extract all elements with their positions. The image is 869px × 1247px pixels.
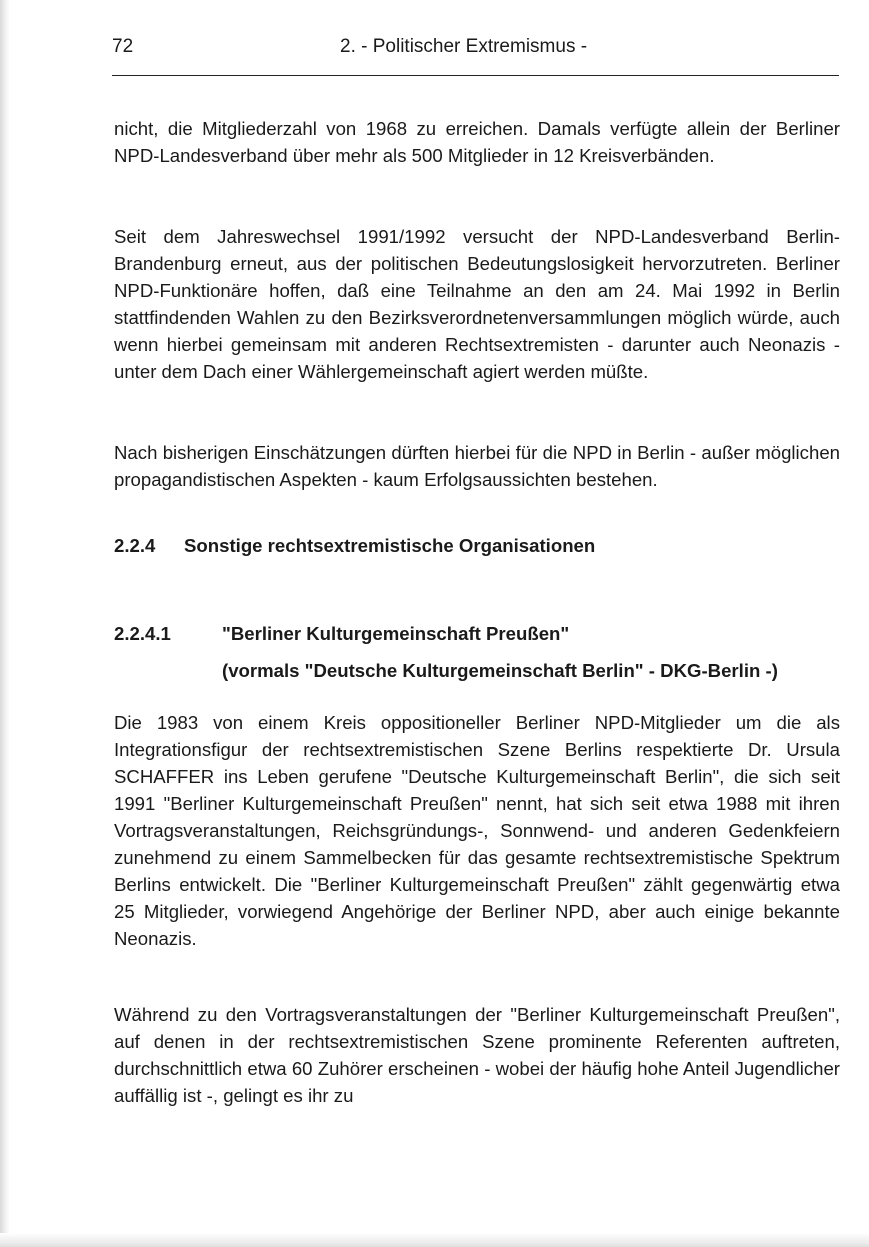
section-number: 2.2.4 (114, 535, 156, 556)
section-title: Sonstige rechtsextremistische Organisationen (184, 535, 596, 556)
paragraph-4: Die 1983 von einem Kreis oppositioneller Berliner NPD-Mitglieder um die als Integrationsfigur der rechtsextremistischen Szene Berlins respektierte Dr. Ursula SCHAFFER ins Leben gerufene "Deutsche Kulturgemeinschaft Berlin", die sich seit 1991 "Berliner Kulturgemeinschaft Preußen" nennt, hat sich seit etwa 1988 mit ihren Vortragsveranstaltungen, Reichsgründungs-, Sonnwend- und anderen Gedenkfeiern zunehmend zu einem Sammelbecken für das gesamte rechtsextremistische Spektrum Berlins entwickelt. Die "Berliner Kulturgemeinschaft Preußen" zählt gegenwärtig etwa 25 Mitglieder, vorwiegend Angehörige der Berliner NPD, aber auch einige bekannte Neonazis. (114, 712, 840, 949)
scan-shadow-bottom (0, 1233, 869, 1247)
section-heading-2-2-4 (114, 532, 840, 559)
running-title: 2. - Politischer Extremismus - (340, 36, 588, 57)
subsection-title: "Berliner Kulturgemeinschaft Preußen" (222, 623, 570, 644)
paragraph-3: Nach bisherigen Einschätzungen dürften hierbei für die NPD in Berlin - außer möglichen propagandistischen Aspekten - kaum Erfolgsaussichten bestehen. (114, 442, 840, 490)
header-rule (112, 75, 839, 76)
page-header (112, 36, 839, 66)
page-number: 72 (112, 36, 134, 57)
subsection-subtitle: (vormals "Deutsche Kulturgemeinschaft Berlin" - DKG-Berlin -) (222, 660, 778, 681)
scan-shadow-left (0, 0, 10, 1247)
subsection-number: 2.2.4.1 (114, 623, 171, 644)
paragraph-5: Während zu den Vortragsveranstaltungen der "Berliner Kulturgemeinschaft Preußen", auf denen in der rechtsextremistischen Szene prominente Referenten auftreten, durchschnittlich etwa 60 Zuhörer erscheinen - wobei der häufig hohe Anteil Jugendlicher auffällig ist -, gelingt es ihr zu (114, 1004, 840, 1106)
section-heading-2-2-4-1 (114, 620, 840, 647)
paragraph-2: Seit dem Jahreswechsel 1991/1992 versucht der NPD-Landesverband Berlin-Brandenburg erneut, aus der politischen Bedeutungslosigkeit hervorzutreten. Berliner NPD-Funktionäre hoffen, daß eine Teilnahme an den am 24. Mai 1992 in Berlin stattfindenden Wahlen zu den Bezirksverordnetenversammlungen möglich würde, auch wenn hierbei gemeinsam mit anderen Rechtsextremisten - darunter auch Neonazis - unter dem Dach einer Wählergemeinschaft agiert werden müßte. (114, 226, 840, 382)
paragraph-1: nicht, die Mitgliederzahl von 1968 zu erreichen. Damals verfügte allein der Berliner NPD-Landesverband über mehr als 500 Mitglieder in 12 Kreisverbänden. (114, 118, 840, 166)
